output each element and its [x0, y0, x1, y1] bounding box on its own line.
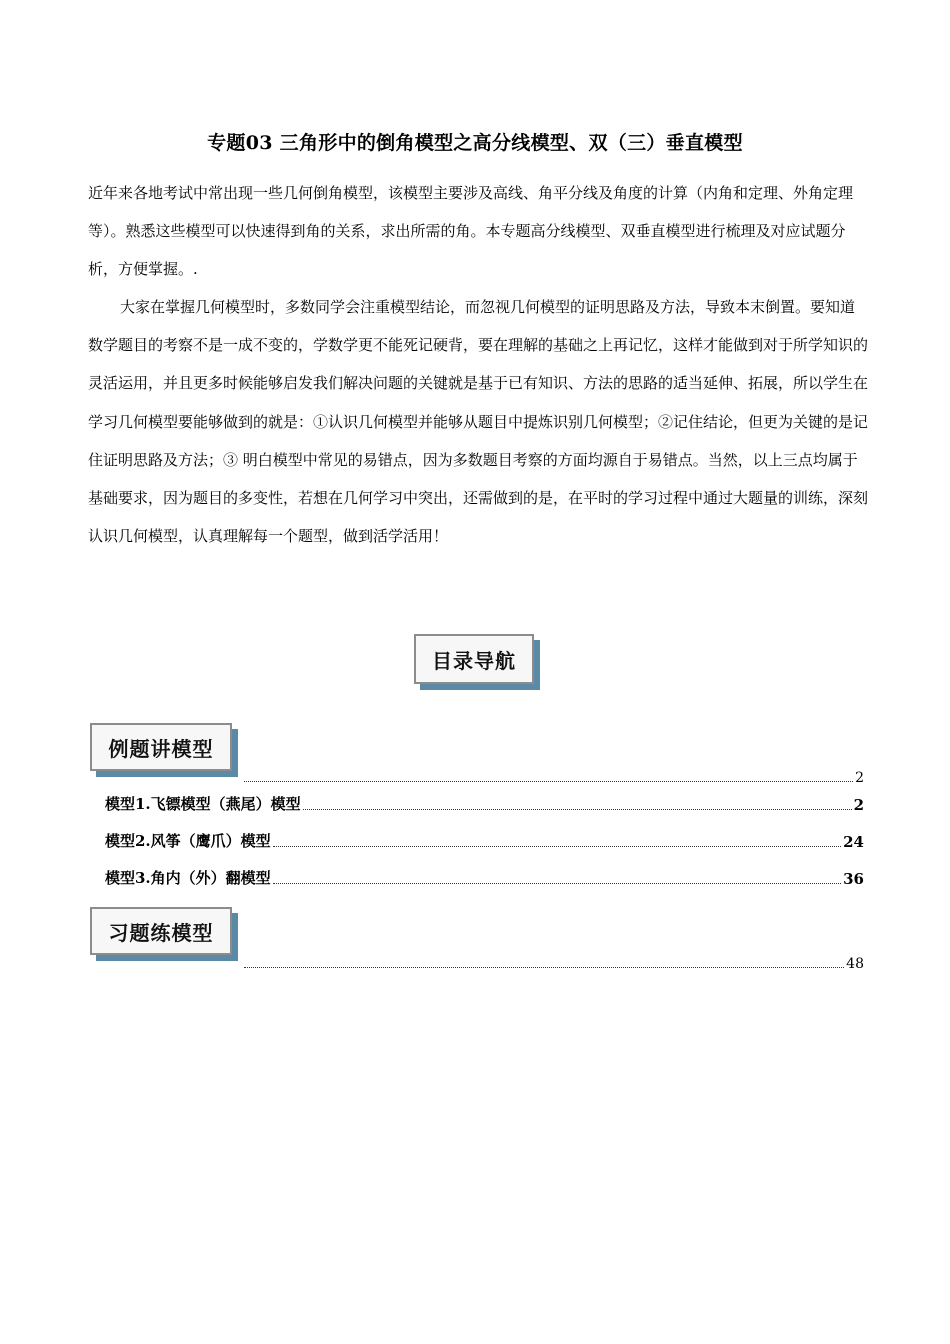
intro-paragraph: 近年来各地考试中常出现一些几何倒角模型，该模型主要涉及高线、角平分线及角度的计算（内角和定理、外角定理等）。熟悉这些模型可以快速得到角的关系，求出所需的角。本专题高分线模型、双垂直模型进行梳理及对应试题分析，方便掌握。.: [88, 184, 854, 279]
toc-entry-model-1[interactable]: [105, 792, 864, 814]
toc-leader-dots: [273, 845, 841, 847]
examples-toc-line[interactable]: [242, 766, 864, 786]
toc-leader-dots: [303, 808, 852, 810]
toc-entry-label: 模型3.角内（外）翻模型: [105, 869, 271, 887]
toc-leader-dots: [244, 966, 844, 968]
toc-entry-model-2[interactable]: [105, 829, 864, 851]
toc-page-number: 2: [855, 770, 864, 786]
toc-page-number: 36: [843, 870, 864, 888]
practice-badge[interactable]: 习题练模型: [90, 907, 232, 955]
toc-page-number: 24: [843, 833, 864, 851]
page-title: 专题03 三角形中的倒角模型之高分线模型、双（三）垂直模型: [207, 132, 743, 154]
toc-entry-model-3[interactable]: [105, 866, 864, 888]
toc-badge: 目录导航: [414, 634, 534, 684]
toc-leader-dots: [273, 882, 841, 884]
toc-page-number: 2: [853, 796, 864, 814]
toc-leader-dots: [244, 780, 853, 782]
advice-paragraph: 大家在掌握几何模型时，多数同学会注重模型结论，而忽视几何模型的证明思路及方法，导致本末倒置。要知道数学题目的考察不是一成不变的，学数学更不能死记硬背，要在理解的基础之上再记忆，这样才能做到对于所学知识的灵活运用，并且更多时候能够启发我们解决问题的关键就是基于已有知识、方法的思路的适当延伸、拓展，所以学生在学习几何模型要能够做到的就是：①认识几何模型并能够从题目中提炼识别几何模型；②记住结论，但更为关键的是记住证明思路及方法；③ 明白模型中常见的易错点，因为多数题目考察的方面均源自于易错点。当然，以上三点均属于基础要求，因为题目的多变性，若想在几何学习中突出，还需做到的是，在平时的学习过程中通过大题量的训练，深刻认识几何模型，认真理解每一个题型，做到活学活用！: [88, 298, 869, 546]
toc-page-number: 48: [846, 956, 864, 972]
practice-toc-line[interactable]: [242, 952, 864, 972]
toc-entry-label: 模型1.飞镖模型（燕尾）模型: [105, 795, 301, 813]
toc-entry-label: 模型2.风筝（鹰爪）模型: [105, 832, 271, 850]
examples-badge[interactable]: 例题讲模型: [90, 723, 232, 771]
